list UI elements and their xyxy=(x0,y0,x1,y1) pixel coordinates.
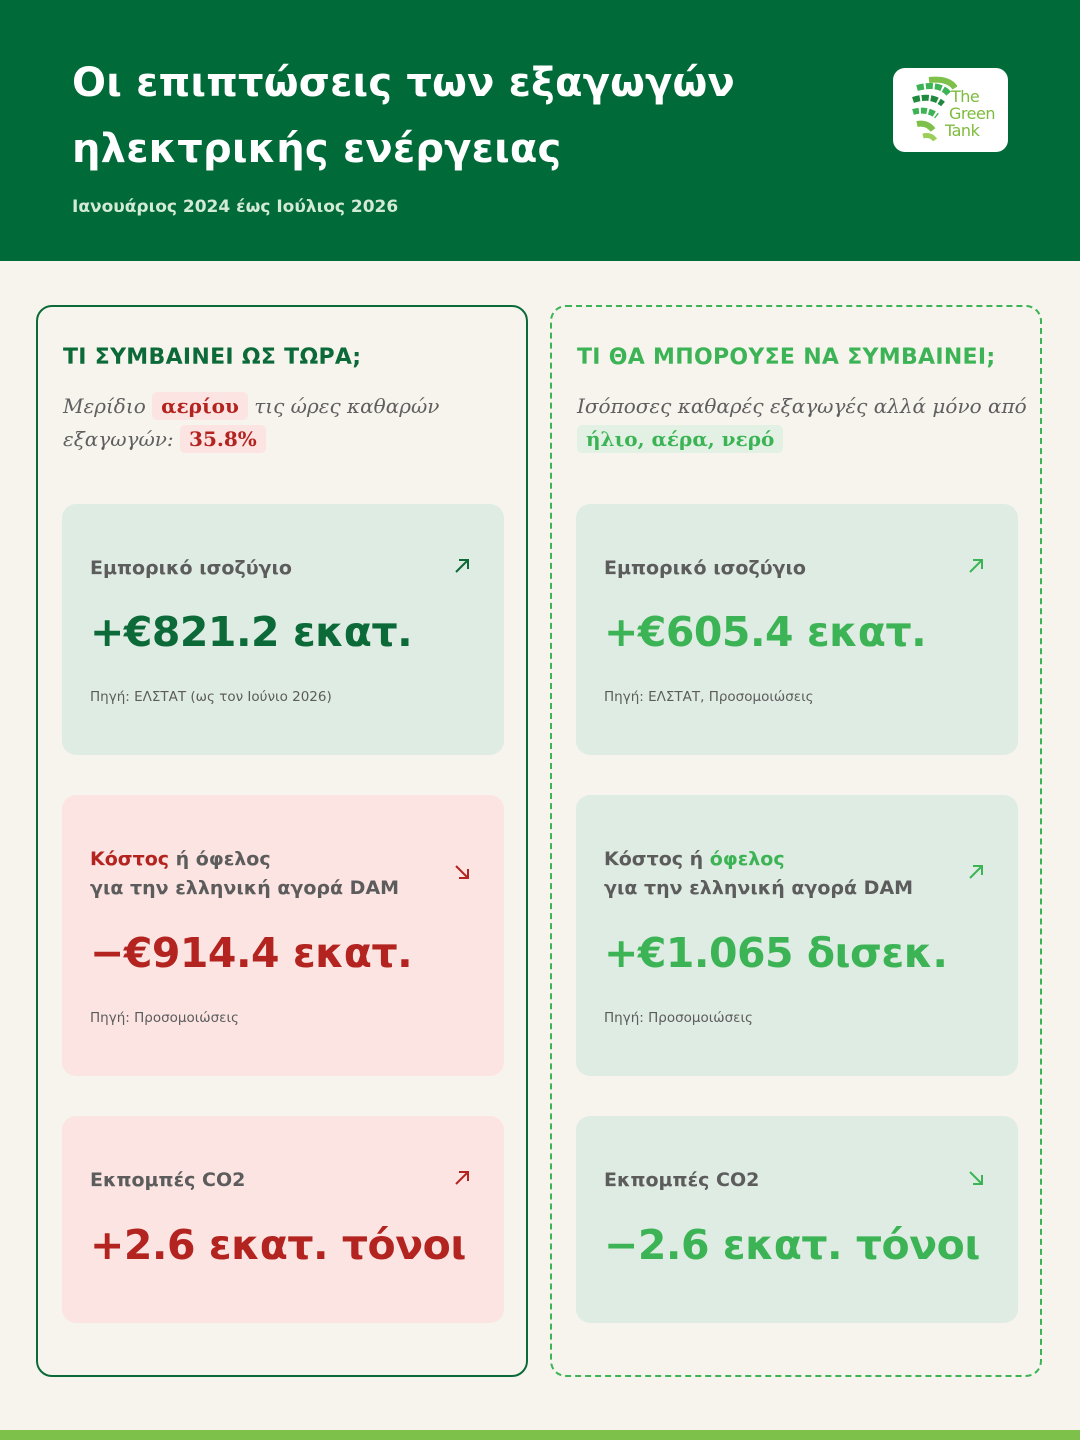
bottom-accent-bar xyxy=(0,1430,1080,1440)
card-label-line-2: για την ελληνική αγορά DAM xyxy=(604,877,914,899)
green-tank-logo xyxy=(893,68,1008,152)
header-banner xyxy=(0,0,1080,261)
co2-emissions-card xyxy=(62,1116,504,1323)
card-source: Πηγή: Προσομοιώσεις xyxy=(604,1010,753,1026)
cost-highlight: Κόστος xyxy=(90,848,170,870)
trade-balance-card xyxy=(576,504,1018,755)
card-label: Εκπομπές CO2 xyxy=(90,1169,246,1191)
trade-balance-card xyxy=(62,504,504,755)
arrow-up-right-icon xyxy=(453,557,471,575)
card-label-line-1 xyxy=(604,845,934,874)
date-range-subtitle: Ιανουάριος 2024 έως Ιούλιος 2026 xyxy=(72,197,399,217)
trade-balance-value: +€605.4 εκατ. xyxy=(604,608,927,656)
page-title-line-1: Οι επιπτώσεις των εξαγωγών xyxy=(72,60,735,106)
card-source: Πηγή: Προσομοιώσεις xyxy=(90,1010,239,1026)
alternative-scenario-panel xyxy=(550,305,1042,1377)
logo-word-the: The xyxy=(951,87,980,106)
card-source: Πηγή: ΕΛΣΤΑΤ, Προσομοιώσεις xyxy=(604,689,814,705)
co2-emissions-value: −2.6 εκατ. τόνοι xyxy=(604,1221,980,1269)
logo-word-green: Green xyxy=(949,104,995,123)
co2-emissions-card xyxy=(576,1116,1018,1323)
current-situation-panel xyxy=(36,305,528,1377)
intro-text: Ισόποσες καθαρές εξαγωγές αλλά μόνο από xyxy=(577,394,1027,418)
market-cost-card xyxy=(62,795,504,1076)
renewables-intro xyxy=(577,390,1027,456)
market-cost-value: −€914.4 εκατ. xyxy=(90,929,413,977)
label-rest: ή όφελος xyxy=(175,848,271,870)
co2-emissions-value: +2.6 εκατ. τόνοι xyxy=(90,1221,466,1269)
logo-wordmark xyxy=(945,87,995,140)
logo-word-tank: Tank xyxy=(945,121,980,140)
alternative-scenario-heading: ΤΙ ΘΑ ΜΠΟΡΟΥΣΕ ΝΑ ΣΥΜΒΑΙΝΕΙ; xyxy=(577,345,996,370)
market-benefit-card xyxy=(576,795,1018,1076)
card-source: Πηγή: ΕΛΣΤΑΤ (ως τον Ιούνιο 2026) xyxy=(90,689,332,705)
card-label: Εμπορικό ισοζύγιο xyxy=(604,557,806,579)
card-label-line-2: για την ελληνική αγορά DAM xyxy=(90,877,400,899)
card-label-line-1 xyxy=(90,845,420,874)
card-label xyxy=(90,845,420,903)
label-prefix: Κόστος ή xyxy=(604,848,704,870)
market-benefit-value: +€1.065 δισεκ. xyxy=(604,929,948,977)
arrow-up-right-icon xyxy=(453,1169,471,1187)
card-label xyxy=(604,845,934,903)
page-title-line-2: ηλεκτρικής ενέργειας xyxy=(72,126,562,172)
intro-prefix: Μερίδιο xyxy=(63,394,146,418)
gas-highlight-chip: αερίου xyxy=(152,392,248,420)
card-label: Εμπορικό ισοζύγιο xyxy=(90,557,292,579)
gas-share-intro xyxy=(63,390,513,456)
intro-mid-text: τις ώρες καθαρών εξαγωγών: xyxy=(63,394,440,451)
trade-balance-value: +€821.2 εκατ. xyxy=(90,608,413,656)
page-title xyxy=(72,50,735,182)
card-label: Εκπομπές CO2 xyxy=(604,1169,760,1191)
arrow-down-right-icon xyxy=(967,1169,985,1187)
arrow-up-right-icon xyxy=(967,863,985,881)
arrow-up-right-icon xyxy=(967,557,985,575)
gas-share-value-chip: 35.8% xyxy=(180,425,266,453)
arrow-down-right-icon xyxy=(453,863,471,881)
benefit-highlight: όφελος xyxy=(709,848,785,870)
renewables-highlight-chip: ήλιο, αέρα, νερό xyxy=(577,425,783,453)
current-situation-heading: ΤΙ ΣΥΜΒΑΙΝΕΙ ΩΣ ΤΩΡΑ; xyxy=(63,345,362,370)
